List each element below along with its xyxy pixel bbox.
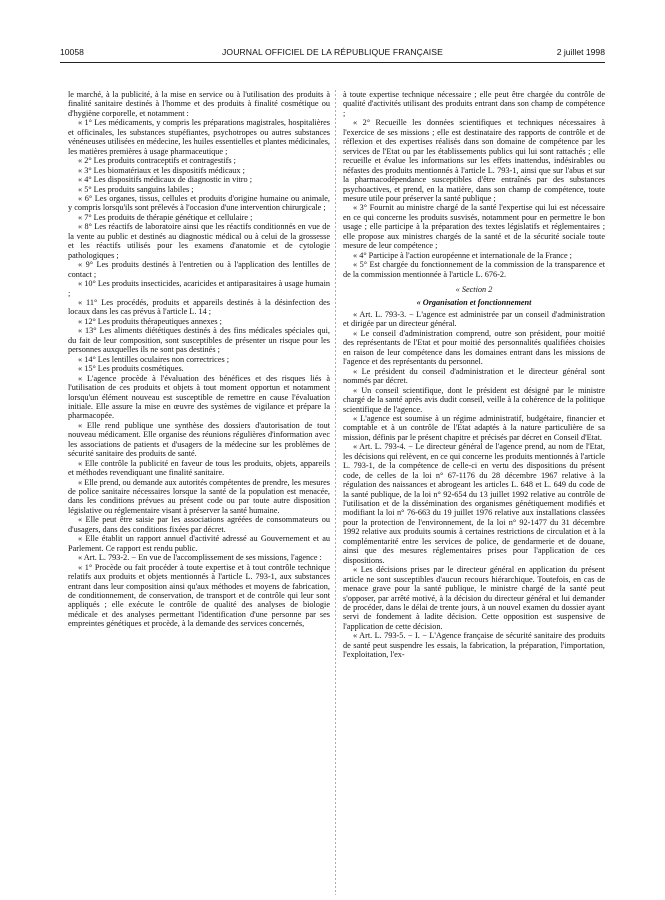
paragraph: « Un conseil scientifique, dont le président est désigné par le ministre chargé de la santé après avis dudit conseil, veille à la cohérence de la politique scientifique de l'agence.	[343, 385, 605, 414]
paragraph: « 11° Les procédés, produits et appareils destinés à la désinfection des locaux dans les cas prévus à l'article L. 14 ;	[68, 297, 330, 317]
paragraph: « L'agence est soumise à un régime administratif, budgétaire, financier et comptable et à un contrôle de l'Etat adaptés à la nature particulière de sa mission, définis par le présent chapitre et précisés par décret en Conseil d'Etat.	[343, 413, 605, 442]
publication-date: 2 juillet 1998	[556, 47, 605, 57]
paragraph: « 6° Les organes, tissus, cellules et produits d'origine humaine ou animale, y compris lorsqu'ils sont prélevés à l'occasion d'une intervention chirurgicale ;	[68, 193, 330, 213]
paragraph: à toute expertise technique nécessaire ; elle peut être chargée du contrôle de qualité d'activités utilisant des produits entrant dans son champ de compétence ;	[343, 90, 605, 118]
journal-title: JOURNAL OFFICIEL DE LA RÉPUBLIQUE FRANÇAISE	[222, 47, 443, 57]
paragraph: « Art. L. 793-3. − L'agence est administrée par un conseil d'administration et dirigée par un directeur général.	[343, 309, 605, 329]
paragraph: « 5° Les produits sanguins labiles ;	[78, 184, 194, 194]
paragraph: « 10° Les produits insecticides, acaricides et antiparasitaires à usage humain ;	[68, 279, 330, 298]
paragraph: « 3° Fournit au ministre chargé de la santé l'expertise qui lui est nécessaire en ce qui concerne les produits susvisés, notamment pour en permettre le bon usage ; elle participe à la préparation des textes législatifs et réglementaires ; elle propose aux ministres chargés de la santé et de la sécurité sociale toute mesure de leur compétence ;	[343, 203, 605, 251]
section-subheading: « Organisation et fonctionnement	[416, 297, 532, 307]
paragraph: « Art. L. 793-4. − Le directeur général de l'agence prend, au nom de l'Etat, les décisions qui relèvent, en ce qui concerne les produits mentionnés à l'article L. 793-1, de la compétence de celle-ci en vertu des dispositions du présent code, de celles de la loi n° 67-1176 du 28 décembre 1967 relative à la régulation des naissances et abrogeant les articles L. 648 et L. 649 du code de la santé publique, de la loi n° 92-654 du 13 juillet 1992 relative au contrôle de l'utilisation et de la dissémination des organismes génétiquement modifiés et modifiant la loi n° 76-663 du 19 juillet 1976 relative aux installations classées pour la protection de l'environnement, de la loi n° 92-1477 du 31 décembre 1992 relative aux produits soumis à certaines restrictions de circulation et à la complémentarité entre les services de police, de gendarmerie et de douane, ainsi que des mesures réglementaires prises pour l'application de ces dispositions.	[343, 442, 605, 565]
paragraph: « Elle établit un rapport annuel d'activité adressé au Gouvernement et au Parlement. Ce rapport est rendu public.	[68, 534, 330, 553]
paragraph: « Elle prend, ou demande aux autorités compétentes de prendre, les mesures de police sanitaire nécessaires lorsque la santé de la population est menacée, dans les conditions prévues au présent code ou par toute autre disposition législative ou réglementaire visant à préserver la santé humaine.	[68, 477, 330, 515]
paragraph: « 4° Les dispositifs médicaux de diagnostic in vitro ;	[78, 175, 253, 185]
paragraph: « Art. L. 793-5. − I. − L'Agence française de sécurité sanitaire des produits de santé peut suspendre les essais, la fabrication, la préparation, l'importation, l'exploitation, l'ex-	[343, 631, 605, 660]
paragraph: le marché, à la publicité, à la mise en service ou à l'utilisation des produits à finalité sanitaire destinés à l'homme et des produits à finalité cosmétique ou d'hygiène corporelle, et notamment :	[68, 90, 330, 118]
paragraph: « 7° Les produits de thérapie génétique et cellulaire ;	[78, 212, 253, 222]
page-header	[60, 47, 605, 61]
paragraph: « 12° Les produits thérapeutiques annexes ;	[78, 316, 222, 326]
paragraph: « Elle rend publique une synthèse des dossiers d'autorisation de tout nouveau médicament. Elle organise des réunions régulières d'information avec les associations de patients et d'usagers de la médecine sur les problèmes de sécurité sanitaire des produits de santé.	[68, 420, 330, 459]
paragraph: « Le conseil d'administration comprend, outre son président, pour moitié des représentants de l'Etat et pour moitié des personnalités qualifiées choisies en raison de leur compétence dans les domaines entrant dans les missions de l'agence et des représentants du personnel.	[343, 328, 605, 367]
section-heading: « Section 2	[455, 285, 493, 295]
paragraph: « 4° Participe à l'action européenne et internationale de la France ;	[353, 250, 572, 260]
page-number: 10058	[60, 47, 84, 57]
paragraph: « 8° Les réactifs de laboratoire ainsi que les réactifs conditionnés en vue de la vente au public et destinés au diagnostic médical ou à celui de la grossesse et les réactifs utilisés pour les examens d'anatomie et de cytologie pathologiques ;	[68, 222, 330, 260]
paragraph: « 3° Les biomatériaux et les dispositifs médicaux ;	[78, 165, 245, 175]
header-rule	[60, 62, 605, 63]
paragraph: « 15° Les produits cosmétiques.	[78, 364, 184, 374]
paragraph: « 1° Les médicaments, y compris les préparations magistrales, hospitalières et officinales, les substances stupéfiantes, psychotropes ou autres substances vénéneuses utilisées en médecine, les huiles essentielles et plantes médicinales, les matières premières à usage pharmaceutique ;	[68, 118, 330, 156]
paragraph: « L'agence procède à l'évaluation des bénéfices et des risques liés à l'utilisation de ces produits et objets à tout moment opportun et notamment lorsqu'un élément nouveau est susceptible de remettre en cause l'évaluation initiale. Elle assure la mise en œuvre des systèmes de vigilance et prépare la pharmacopée.	[68, 373, 330, 421]
paragraph: « 5° Est chargée du fonctionnement de la commission de la transparence et de la commission mentionnée à l'article L. 676-2.	[343, 260, 605, 279]
left-column	[68, 90, 330, 629]
right-column	[343, 90, 605, 660]
paragraph: « 2° Les produits contraceptifs et contragestifs ;	[78, 156, 236, 166]
paragraph: « Elle contrôle la publicité en faveur de tous les produits, objets, appareils et méthodes revendiquant une finalité sanitaire.	[68, 458, 330, 478]
paragraph: « 1° Procède ou fait procéder à toute expertise et à tout contrôle technique relatifs aux produits et objets mentionnés à l'article L. 793-1, aux substances entrant dans leur composition ainsi qu'aux méthodes et moyens de fabrication, de conditionnement, de conservation, de transport et de contrôle qui leur sont appliqués ; elle exécute le contrôle de qualité des analyses de biologie médicale et des analyses permettant l'identification d'une personne par ses empreintes génétiques et procède, à la demande des services concernés,	[68, 562, 330, 629]
paragraph: « 9° Les produits destinés à l'entretien ou à l'application des lentilles de contact ;	[68, 260, 330, 279]
paragraph: « Les décisions prises par le directeur général en application du présent article ne sont susceptibles d'aucun recours hiérarchique. Toutefois, en cas de menace grave pour la santé publique, le ministre chargé de la santé peut s'opposer, par arrêté motivé, à la décision du directeur général et lui demander de procéder, dans le délai de trente jours, à un nouvel examen du dossier ayant servi de fondement à ladite décision. Cette opposition est suspensive de l'application de cette décision.	[343, 565, 605, 631]
column-separator	[335, 90, 336, 895]
paragraph: « 2° Recueille les données scientifiques et techniques nécessaires à l'exercice de ses missions ; elle est destinataire des rapports de contrôle et de réflexion et des expertises réalisés dans son domaine de compétence par les services de l'Etat ou par les établissements publics qui lui sont rattachés ; elle recueille et évalue les informations sur les effets inattendus, indésirables ou néfastes des produits mentionnés à l'article L. 793-1, ainsi que sur l'abus et sur la pharmacodépendance susceptibles d'être entraînés par des substances psychoactives, et prend, en la matière, dans son champ de compétence, toute mesure utile pour préserver la santé publique ;	[343, 118, 605, 203]
paragraph: « Art. L. 793-2. − En vue de l'accomplissement de ses missions, l'agence :	[78, 553, 322, 563]
paragraph: « 13° Les aliments diététiques destinés à des fins médicales spéciales qui, du fait de leur composition, sont susceptibles de présenter un risque pour les personnes auxquelles ils ne sont pas destinés ;	[68, 326, 330, 355]
paragraph: « 14° Les lentilles oculaires non correctrices ;	[78, 354, 230, 364]
paragraph: « Le président du conseil d'administration et le directeur général sont nommés par décret.	[343, 366, 605, 386]
paragraph: « Elle peut être saisie par les associations agréées de consommateurs ou d'usagers, dans des conditions fixées par décret.	[68, 515, 330, 534]
